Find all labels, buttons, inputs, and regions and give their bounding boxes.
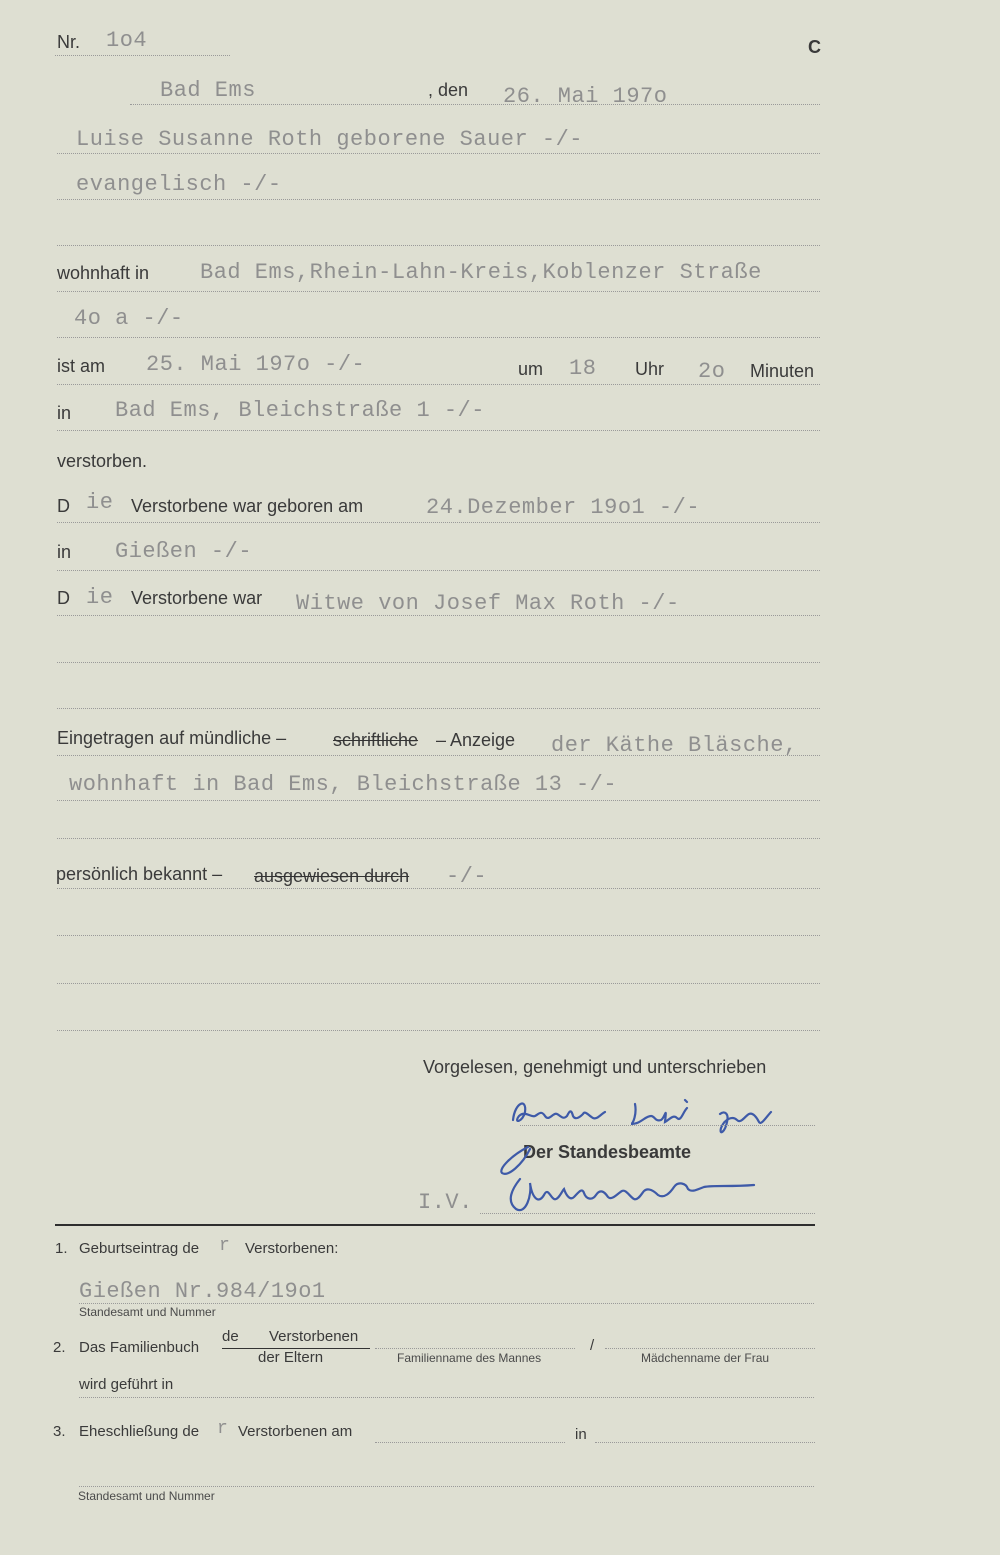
uhr-label: Uhr [635, 359, 665, 379]
item2-top-de: de [222, 1328, 239, 1345]
den-label: , den [428, 80, 469, 100]
signature-line-2 [480, 1213, 815, 1214]
death-place-line [57, 430, 820, 431]
item3-label2: Verstorbenen am [238, 1423, 353, 1440]
birth-entry-value: Gießen Nr.984/19o1 [79, 1279, 326, 1304]
blank-line-6 [57, 983, 820, 984]
death-date: 25. Mai 197o -/- [146, 352, 366, 377]
blank-line-3 [57, 708, 820, 709]
item1-number: 1. [55, 1240, 68, 1257]
informant: der Käthe Bläsche, [551, 733, 798, 758]
informant-line [57, 755, 820, 756]
official-title: Der Standesbeamte [523, 1142, 692, 1162]
birth-place-line [57, 570, 820, 571]
item3-typed: r [217, 1419, 229, 1439]
residence-line2: 4o a -/- [74, 306, 184, 331]
residence-label: wohnhaft in [57, 263, 150, 283]
item3-line-place [595, 1442, 815, 1443]
minuten-label: Minuten [750, 361, 815, 381]
nr-label: Nr. [57, 32, 81, 52]
blank-line-7 [57, 1030, 820, 1031]
item1-line [79, 1303, 814, 1304]
item2-number: 2. [53, 1339, 66, 1356]
signature-line-1 [520, 1125, 815, 1126]
corner-letter: C [808, 37, 821, 57]
item2-top: Verstorbenen [269, 1328, 359, 1345]
deceased-name: Luise Susanne Roth geborene Sauer -/- [76, 127, 583, 152]
marital-status: Witwe von Josef Max Roth -/- [296, 591, 680, 616]
verstorben-label: verstorben. [57, 451, 148, 471]
informant-signature [505, 1090, 790, 1140]
status-line [57, 615, 820, 616]
item2-label: Das Familienbuch [79, 1339, 200, 1356]
death-hour: 18 [569, 356, 597, 381]
birth-label: Verstorbene war geboren am [131, 496, 364, 516]
identification-value: -/- [446, 864, 488, 889]
item2-slash: / [590, 1337, 595, 1354]
identification-struck: ausgewiesen durch [254, 866, 410, 886]
item3-line-date [375, 1442, 565, 1443]
birth-place: Gießen -/- [115, 539, 253, 564]
item2-line-left [375, 1348, 575, 1349]
item3-in: in [575, 1426, 587, 1443]
status-label: Verstorbene war [131, 588, 263, 608]
register-number: 1o4 [106, 28, 148, 53]
informant-line-2 [57, 800, 820, 801]
registration-struck: schriftliche [333, 730, 419, 750]
blank-line [57, 245, 820, 246]
iv-label: I.V. [418, 1190, 473, 1215]
item3-label: Eheschließung de [79, 1423, 200, 1440]
identification-label: persönlich bekannt – [56, 864, 223, 884]
birth-date: 24.Dezember 19o1 -/- [426, 495, 701, 520]
death-place: Bad Ems, Bleichstraße 1 -/- [115, 398, 485, 423]
registration-label: Eingetragen auf mündliche – [57, 728, 287, 748]
blank-line-2 [57, 662, 820, 663]
blank-line-5 [57, 935, 820, 936]
residence-line [57, 291, 820, 292]
item2-sub-right: Mädchenname der Frau [641, 1351, 770, 1365]
item2-bottom: der Eltern [258, 1349, 324, 1366]
registration-label2: – Anzeige [436, 730, 516, 750]
religion-line [57, 199, 820, 200]
registry-place: Bad Ems [160, 78, 256, 103]
birth-date-line [57, 522, 820, 523]
item3-number: 3. [53, 1423, 66, 1440]
item2-line [79, 1397, 814, 1398]
death-minutes: 2o [698, 359, 726, 384]
birth-d-label: D [57, 496, 70, 516]
death-in-label: in [57, 403, 72, 423]
registry-date: 26. Mai 197o [503, 84, 668, 109]
death-date-line [57, 384, 820, 385]
informant-address: wohnhaft in Bad Ems, Bleichstraße 13 -/- [69, 772, 618, 797]
closing-statement: Vorgelesen, genehmigt und unterschrieben [423, 1057, 767, 1077]
residence-line1: Bad Ems,Rhein-Lahn-Kreis,Koblenzer Straße [200, 260, 762, 285]
birth-ie-typed: ie [86, 490, 114, 515]
um-label: um [518, 359, 544, 379]
identification-line [57, 888, 820, 889]
name-line [57, 153, 820, 154]
birth-in-label: in [57, 542, 72, 562]
residence-line-2 [57, 337, 820, 338]
nr-line [55, 55, 230, 56]
item2-line-right [605, 1348, 815, 1349]
blank-line-4 [57, 838, 820, 839]
item1-label2: Verstorbenen: [245, 1240, 339, 1257]
item1-typed: r [219, 1236, 231, 1256]
item1-label: Geburtseintrag de [79, 1240, 200, 1257]
religion: evangelisch -/- [76, 172, 282, 197]
status-d-label: D [57, 588, 70, 608]
item3-sub: Standesamt und Nummer [78, 1489, 215, 1503]
section-separator [55, 1224, 815, 1226]
ist-am-label: ist am [57, 356, 106, 376]
item2-label2: wird geführt in [79, 1376, 174, 1393]
item1-sub: Standesamt und Nummer [79, 1305, 216, 1319]
official-signature [492, 1135, 767, 1215]
item3-line [79, 1486, 814, 1487]
item2-sub-left: Familienname des Mannes [397, 1351, 542, 1365]
date-line [130, 104, 820, 105]
status-ie-typed: ie [86, 585, 114, 610]
